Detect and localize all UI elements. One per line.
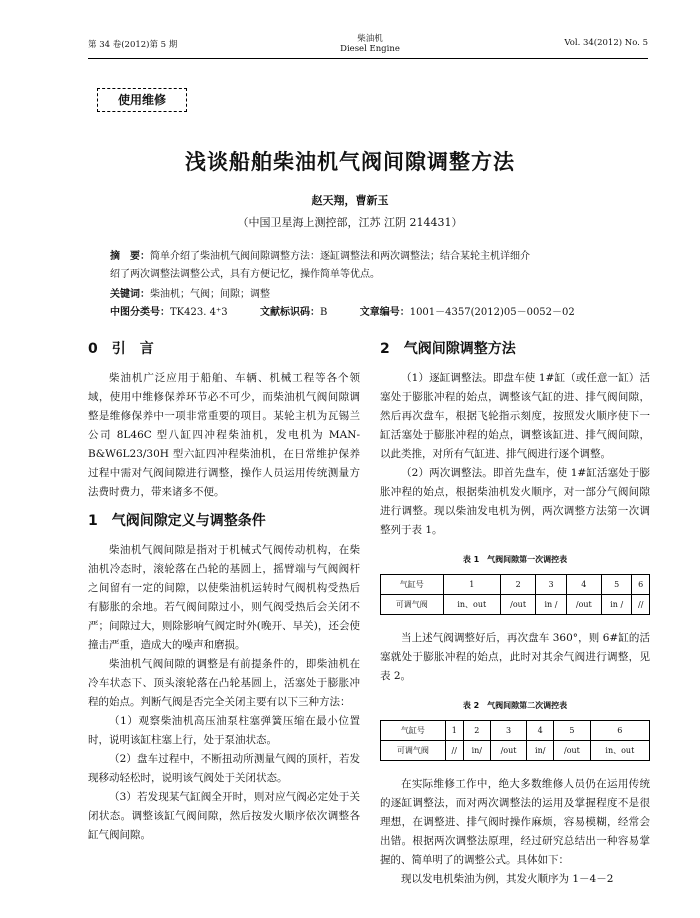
table-cell: /out: [490, 741, 527, 761]
journal-name-en: Diesel Engine: [340, 44, 400, 54]
table-1-row-label-cylinder: 气缸号: [381, 575, 444, 595]
section-2-heading: 2 气阀间隙调整方法: [380, 341, 516, 357]
clc-number: TK423. 4⁺3: [170, 307, 228, 318]
table-cell: 6: [632, 575, 650, 595]
keywords-text: 柴油机；气阀；间隙；调整: [150, 289, 270, 300]
section-tag: 使用维修: [97, 88, 187, 112]
table-2-caption: 表 2 气阀间隙第二次调控表: [462, 701, 568, 710]
table-1-row-label-valve: 可调气阀: [381, 595, 444, 615]
table-row: [381, 595, 650, 615]
section-2-paragraph-5: 现以发电机柴油为例，其发火顺序为 1－4－2: [401, 873, 614, 885]
table-cell: 5: [602, 575, 632, 595]
section-1-item-1: （1）观察柴油机高压油泵柱塞弹簧压缩在最小位置时，说明该缸柱塞上行，处于泵油状态。: [88, 715, 360, 746]
section-0-heading: 0 引 言: [88, 341, 154, 357]
table-cell: 2: [463, 721, 490, 741]
header-rule: [88, 58, 648, 59]
abstract: [110, 248, 640, 284]
abstract-line-2: 绍了两次调整法调整公式，具有方便记忆，操作简单等优点。: [110, 269, 380, 280]
table-cell: in、out: [443, 595, 500, 615]
table-cell: 2: [500, 575, 535, 595]
table-cell: in/: [527, 741, 554, 761]
table-cell: 6: [590, 721, 649, 741]
article-title: 浅谈船舶柴油机气阀间隙调整方法: [185, 150, 515, 174]
clc-label: 中图分类号：: [110, 307, 170, 318]
section-1-paragraph-1: 柴油机气阀间隙是指对于机械式气阀传动机构，在柴油机冷态时，滚轮落在凸轮的基圆上，摇臂端与气阀阀杆之间留有一定的间隙，以使柴油机运转时气阀机构受热后有膨胀的余地。若气阀间隙过小，则气阀受热后会关闭不严；间隙过大，则除影响气阀定时外(晚开、早关)，还会使撞击严重，造成大的噪声和磨损。: [88, 544, 360, 651]
doc-code: B: [319, 307, 328, 318]
section-2-paragraph-2: （2）两次调整法。即首先盘车，使 1#缸活塞处于膨胀冲程的始点，根据柴油机发火顺序，对一部分气阀间隙进行调整。现以柴油发电机为例，两次调整方法第一次调整列于表 1。: [380, 467, 650, 536]
table-cell: in /: [602, 595, 632, 615]
doc-code-label: 文献标识码：: [259, 307, 320, 318]
left-column: [88, 340, 360, 845]
table-cell: /out: [500, 595, 535, 615]
keywords-label: 关键词：: [110, 289, 150, 300]
table-row: [381, 721, 650, 741]
table-2-row-label-valve: 可调气阀: [381, 741, 446, 761]
table-cell: 3: [536, 575, 566, 595]
section-0-paragraph: 柴油机广泛应用于船舶、车辆、机械工程等各个领域，使用中维修保养环节必不可少，而柴油机气阀间隙调整是维修保养中一项非常重要的项目。某轮主机为瓦锡兰公司 8L46C 型八缸四冲程柴油机，发电机为 MAN-B&W6L23/30H 型六缸四冲程柴油机，在日常维护保养过程中需对气阀间隙进行调整，操作人员运用传统测量方法费时费力，带来诸多不便。: [88, 372, 360, 498]
table-1-caption: 表 1 气阀间隙第一次调控表: [462, 555, 568, 564]
table-cell: in/: [463, 741, 490, 761]
running-header-left: 第 34 卷(2012)第 5 期: [88, 40, 178, 50]
table-cell: in、out: [590, 741, 649, 761]
table-cell: /out: [554, 741, 591, 761]
table-cell: 4: [527, 721, 554, 741]
running-header-center: [330, 32, 410, 54]
table-cell: //: [632, 595, 650, 615]
running-header-right: Vol. 34(2012) No. 5: [564, 38, 648, 48]
table-cell: 5: [554, 721, 591, 741]
affiliation: （中国卫星海上测控部，江苏 江阴 214431）: [237, 216, 463, 229]
table-cell: 3: [490, 721, 527, 741]
keywords: [110, 286, 640, 304]
article-number: 1001－4357(2012)05－0052－02: [409, 307, 575, 318]
table-cell: 1: [445, 721, 463, 741]
table-cell: /out: [566, 595, 601, 615]
table-2: [380, 720, 650, 761]
table-cell: 4: [566, 575, 601, 595]
table-cell: 1: [443, 575, 500, 595]
table-row: [381, 575, 650, 595]
section-2-paragraph-3: 当上述气阀调整好后，再次盘车 360°，则 6#缸的活塞就处于膨胀冲程的始点，此时对其余气阀进行调整，见表 2。: [380, 632, 650, 682]
table-row: [381, 741, 650, 761]
table-2-row-label-cylinder: 气缸号: [381, 721, 446, 741]
section-1-paragraph-2: 柴油机气阀间隙的调整是有前提条件的，即柴油机在冷车状态下、顶头滚轮落在凸轮基圆上，活塞处于膨胀冲程的始点。判断气阀是否完全关闭主要有以下三种方法：: [88, 658, 360, 708]
right-column: [380, 340, 650, 889]
section-1-heading: 1 气阀间隙定义与调整条件: [88, 513, 266, 529]
section-1-item-3: （3）若发现某气缸阀全开时，则对应气阀必定处于关闭状态。调整该缸气阀间隙，然后按发火顺序依次调整各缸气阀间隙。: [88, 791, 360, 841]
table-cell: in /: [536, 595, 566, 615]
section-2-paragraph-1: （1）逐缸调整法。即盘车使 1#缸（或任意一缸）活塞处于膨胀冲程的始点，调整该气缸的进、排气阀间隙，然后再次盘车，根据飞轮指示刻度，按照发火顺序使下一缸活塞处于膨胀冲程的始点，调整该缸进、排气阀间隙，以此类推，对所有气缸进、排气阀进行逐个调整。: [380, 372, 650, 460]
abstract-label: 摘 要：: [110, 251, 150, 262]
article-number-label: 文章编号：: [359, 307, 410, 318]
abstract-line-1: 简单介绍了柴油机气阀间隙调整方法：逐缸调整法和两次调整法；结合某轮主机详细介: [150, 251, 530, 262]
section-1-item-2: （2）盘车过程中，不断扭动所测量气阀的顶杆，若发现移动轻松时，说明该气阀处于关闭状态。: [88, 753, 360, 784]
table-cell: //: [445, 741, 463, 761]
journal-name-cn: 柴油机: [357, 34, 383, 44]
authors: 赵天翔，曹新玉: [311, 194, 389, 207]
table-1: [380, 574, 650, 615]
section-2-paragraph-4: 在实际维修工作中，绝大多数维修人员仍在运用传统的逐缸调整法，而对两次调整法的运用及掌握程度不是很理想，在调整进、排气阀时操作麻烦，容易模糊，经常会出错。根据两次调整法原理，经过研究总结出一种容易掌握的、简单明了的调整公式。具体如下：: [380, 778, 650, 866]
classification: [110, 304, 650, 322]
